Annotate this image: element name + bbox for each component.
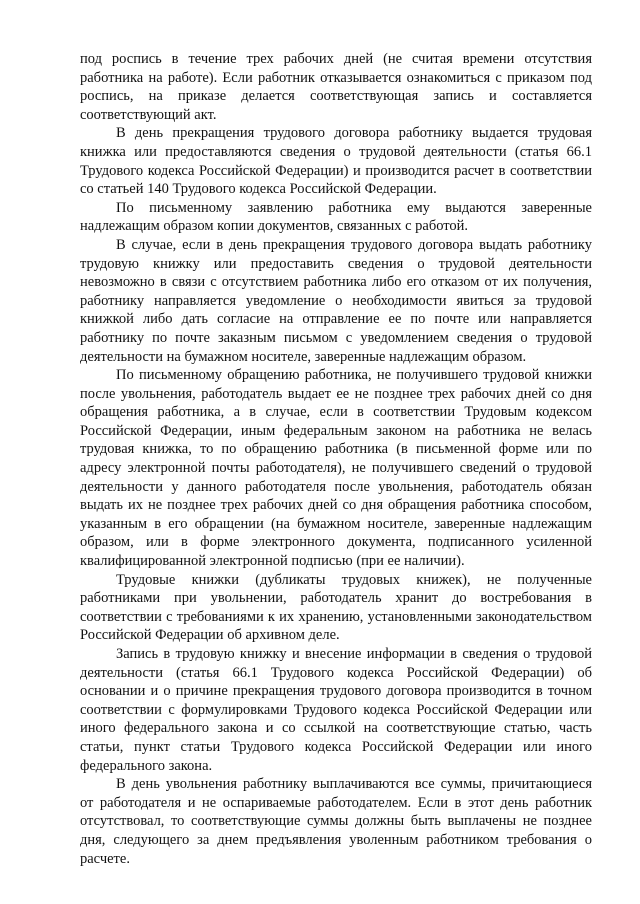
- paragraph-document-copies: По письменному заявлению работника ему выдаются заверенные надлежащим образом копии документов, связанных с работой.: [80, 199, 592, 235]
- paragraph-labor-book-issue: В день прекращения трудового договора работнику выдается трудовая книжка или предоставляются сведения о трудовой деятельности (статья 66.1 Трудового кодекса Российской Федерации) и производится расчет в соответствии со статьей 140 Трудового кодекса Российской Федерации.: [80, 125, 592, 198]
- paragraph-final-payment: В день увольнения работнику выплачиваются все суммы, причитающиеся от работодателя и не оспариваемые работодателем. Если в этот день работник отсутствовал, то соответствующие суммы должны быть выплачены не позднее дня, следующего за днем предъявления уволенным работником требования о расчете.: [80, 776, 592, 867]
- document-page: [80, 50, 592, 868]
- paragraph-absence-notice: В случае, если в день прекращения трудового договора выдать работнику трудовую книжку или предоставить сведения о трудовой деятельности невозможно в связи с отсутствием работника либо его отказом от их получения, работнику направляется уведомление о необходимости явиться за трудовой книжкой либо дать согласие на отправление ее по почте или направляется работнику по почте заказным письмом с уведомлением сведения о трудовой деятельности на бумажном носителе, заверенные надлежащим образом.: [80, 236, 592, 365]
- paragraph-unclaimed-books: Трудовые книжки (дубликаты трудовых книжек), не полученные работниками при увольнении, работодатель хранит до востребования в соответствии с требованиями к их хранению, установленными законодательством Российской Федерации об архивном деле.: [80, 571, 592, 644]
- paragraph-written-request: По письменному обращению работника, не получившего трудовой книжки после увольнения, работодатель выдает ее не позднее трех рабочих дней со дня обращения работника, а в случае, если в соответствии Трудовым кодексом Российской Федерации, иным федеральным законом на работника не велась трудовая книжка, то по обращению работника (в письменной форме или по адресу электронной почты работодателя), не получившего сведений о трудовой деятельности у данного работодателя после увольнения, работодатель обязан выдать их не позднее трех рабочих дней со дня обращения работника способом, указанным в его обращении (на бумажном носителе, заверенные надлежащим образом, или в форме электронного документа, подписанного усиленной квалифицированной электронной подписью (при ее наличии).: [80, 367, 592, 570]
- paragraph-record-entry: Запись в трудовую книжку и внесение информации в сведения о трудовой деятельности (статья 66.1 Трудового кодекса Российской Федерации) об основании и о причине прекращения трудового договора производится в точном соответствии с формулировками Трудового кодекса Российской Федерации или иного федерального закона и со ссылкой на соответствующие статью, часть статьи, пункт статьи Трудового кодекса Российской Федерации или иного федерального закона.: [80, 646, 592, 774]
- paragraph-continued: под роспись в течение трех рабочих дней (не считая времени отсутствия работника на работе). Если работник отказывается ознакомиться с приказом под роспись, на приказе делается соответствующая запись и составляется соответствующий акт.: [80, 51, 592, 123]
